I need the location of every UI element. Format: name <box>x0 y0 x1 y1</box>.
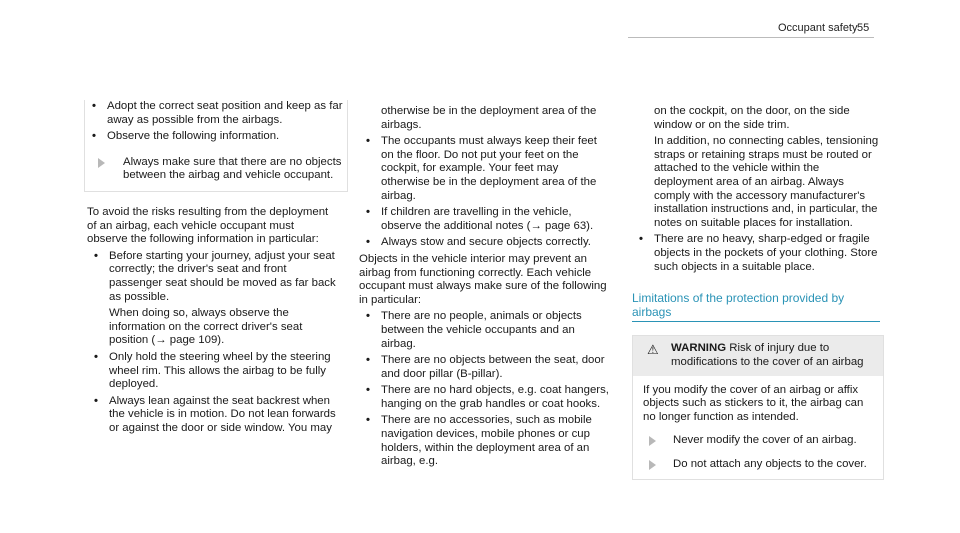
action-arrow-icon <box>98 158 105 168</box>
action-step: Do not attach any objects to the cover. <box>643 458 873 472</box>
section-heading: Limitations of the protection provided by airbags <box>632 292 880 319</box>
precaution-list <box>87 250 337 436</box>
warning-box <box>632 335 884 480</box>
list-item: • Always stow and secure objects correctly. <box>366 236 591 249</box>
warning-text: If you modify the cover of an airbag or affix objects such as stickers to it, the airbag can no longer function as intended. <box>643 383 864 423</box>
list-item: • There are no people, animals or objects between the vehicle occupants and an airbag. <box>366 310 582 350</box>
list-item: • There are no objects between the seat, door and door pillar (B-pillar). <box>366 354 605 380</box>
warning-header <box>633 336 883 375</box>
continued-text-2: In addition, no connecting cables, tensioning straps or retaining straps must be routed or attached to the vehicle within the deployment area of an airbag. Always comply with the accessory manufacturer's installation instructions and, in particular, the notes on suitable places for installation. <box>654 135 879 229</box>
header-rule <box>628 37 874 38</box>
objects-list <box>359 310 609 469</box>
warning-headline: Risk of injury due to modifications to the cover of an airbag <box>671 342 864 368</box>
list-item: • There are no accessories, such as mobile navigation devices, mobile phones or cup holders, within the deployment area of an airbag, e.g. <box>366 414 592 468</box>
column-1 <box>87 100 343 438</box>
list-item: • Always lean against the seat backrest when the vehicle is in motion. Do not lean forwards or against the door or side window. You may <box>94 394 336 434</box>
objects-list-cont <box>632 233 880 274</box>
info-box <box>84 100 348 192</box>
warning-triangle-icon: ⚠ <box>647 342 659 358</box>
list-item: • Observe the following information. <box>92 130 280 143</box>
page-number: 55 <box>857 22 870 34</box>
column-2 <box>359 105 609 472</box>
column-3 <box>632 105 880 480</box>
precaution-list-cont <box>359 135 609 250</box>
list-item: • There are no hard objects, e.g. coat hangers, hanging on the grab handles or coat hooks. <box>366 384 609 410</box>
warning-body <box>633 376 883 480</box>
action-step: Always make sure that there are no objects between the airbag and vehicle occupant. <box>85 156 347 183</box>
info-list <box>85 100 347 144</box>
section-heading-rule <box>632 321 880 322</box>
list-item: • There are no heavy, sharp-edged or fragile objects in the pockets of your clothing. Store such objects in a suitable place. <box>639 233 878 273</box>
running-header-title: Occupant safety <box>778 22 858 34</box>
action-arrow-icon <box>649 436 656 446</box>
list-item: • Before starting your journey, adjust your seat correctly; the driver's seat and front passenger seat should be moved as far back as possible. When doing so, always observe the information on the correct driver's seat position (→ page 109). <box>94 249 336 347</box>
action-arrow-icon <box>649 460 656 470</box>
list-item-note: When doing so, always observe the information on the correct driver's seat position (→ page 109). <box>109 307 303 347</box>
list-item: • Adopt the correct seat position and keep as far away as possible from the airbags. <box>92 100 343 126</box>
intro-paragraph: To avoid the risks resulting from the deployment of an airbag, each vehicle occupant must observe the following information in particular: <box>87 205 329 246</box>
list-item: • The occupants must always keep their feet on the floor. Do not put your feet on the cockpit, for example. Your feet may otherwise be in the deployment area of the airbag. <box>366 135 597 202</box>
list-item: • Only hold the steering wheel by the steering wheel rim. This allows the airbag to be fully deployed. <box>94 350 331 391</box>
continued-text: on the cockpit, on the door, on the side window or on the side trim. <box>654 105 850 131</box>
continued-text: otherwise be in the deployment area of the airbags. <box>381 105 597 131</box>
warning-label: WARNING <box>671 342 727 355</box>
action-step: Never modify the cover of an airbag. <box>643 434 873 448</box>
list-item: • If children are travelling in the vehicle, observe the additional notes (→ page 63). <box>366 206 594 232</box>
objects-paragraph: Objects in the vehicle interior may prevent an airbag from functioning correctly. Each vehicle occupant must always make sure of the following in particular: <box>359 252 607 306</box>
